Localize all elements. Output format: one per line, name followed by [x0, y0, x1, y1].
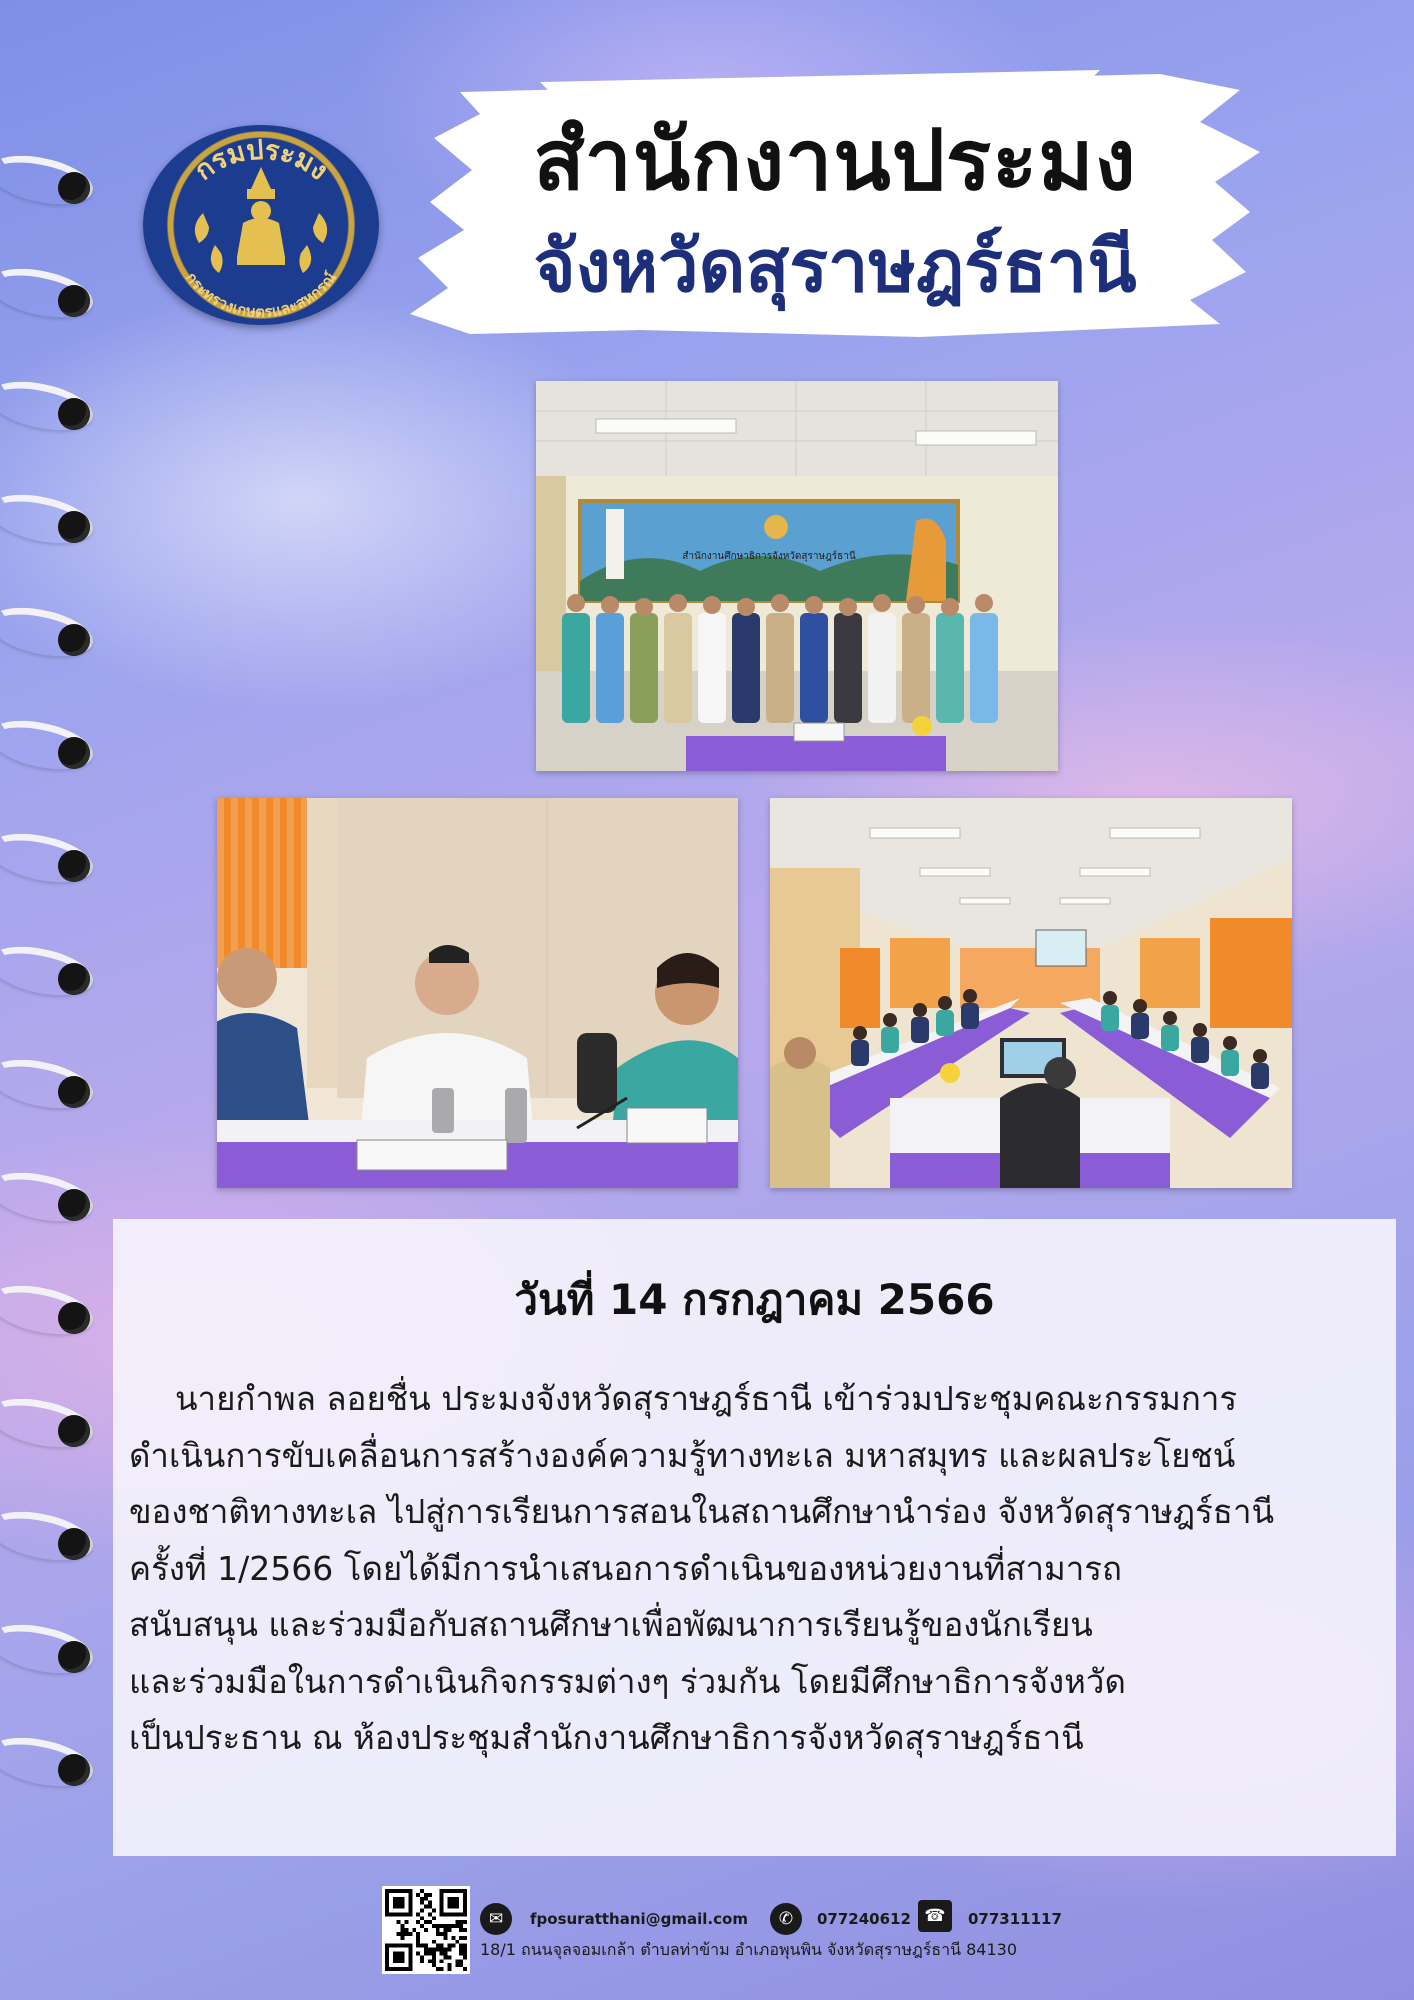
article-line: ครั้งที่ 1/2566 โดยได้มีการนำเสนอการดำเนินของหน่วยงานที่สามารถ [129, 1548, 1123, 1588]
meeting-closeup-photo [217, 798, 738, 1188]
email-address[interactable]: fposuratthani@gmail.com [530, 1910, 748, 1928]
phone-icon: ✆ [770, 1903, 802, 1935]
article-line: นายกำพล ลอยชื่น ประมงจังหวัดสุราษฎร์ธานี เข้าร่วมประชุมคณะกรรมการ [175, 1379, 1238, 1418]
binding-ring [0, 376, 100, 428]
binding-ring [0, 489, 100, 541]
binding-ring [0, 150, 100, 202]
binding-ring [0, 828, 100, 880]
article-line: สนับสนุน และร่วมมือกับสถานศึกษาเพื่อพัฒนาการเรียนรู้ของนักเรียน [129, 1605, 1093, 1644]
email-icon: ✉ [480, 1903, 512, 1935]
conference-room-photo [770, 798, 1292, 1188]
binding-ring [0, 1167, 100, 1219]
binding-ring [0, 1619, 100, 1671]
article-body [129, 1371, 1383, 1767]
binding-ring [0, 263, 100, 315]
binding-ring [0, 1054, 100, 1106]
article-line: และร่วมมือในการดำเนินกิจกรรมต่างๆ ร่วมกัน โดยมีศึกษาธิการจังหวัด [129, 1661, 1126, 1701]
spiral-binding [0, 150, 110, 1850]
article-date: วันที่ 14 กรกฎาคม 2566 [514, 1275, 995, 1324]
article-line: ของชาติทางทะเล ไปสู่การเรียนการสอนในสถานศึกษานำร่อง จังหวัดสุราษฎร์ธานี [129, 1492, 1275, 1531]
title-line-1: สำนักงานประมง [533, 111, 1137, 209]
title-line-2: จังหวัดสุราษฎร์ธานี [533, 224, 1137, 308]
department-logo [143, 125, 379, 325]
phone-number[interactable]: 077240612 [817, 1910, 911, 1928]
fax-icon: ☎ [918, 1900, 952, 1932]
address: 18/1 ถนนจุลจอมเกล้า ตำบลท่าข้าม อำเภอพุนพิน จังหวัดสุราษฎร์ธานี 84130 [480, 1940, 1018, 1959]
binding-ring [0, 715, 100, 767]
svg-text:กระทรวงเกษตรและสหกรณ์: กระทรวงเกษตรและสหกรณ์ [182, 268, 340, 322]
qr-code[interactable] [382, 1886, 470, 1974]
binding-ring [0, 1393, 100, 1445]
article-line: ดำเนินการขับเคลื่อนการสร้างองค์ความรู้ทางทะเล มหาสมุทร และผลประโยชน์ [129, 1435, 1236, 1475]
fax-number[interactable]: 077311117 [968, 1910, 1062, 1928]
binding-ring [0, 1280, 100, 1332]
binding-ring [0, 1732, 100, 1784]
article-line: เป็นประธาน ณ ห้องประชุมสำนักงานศึกษาธิการจังหวัดสุราษฎร์ธานี [129, 1718, 1084, 1757]
article-panel [113, 1219, 1396, 1856]
binding-ring [0, 941, 100, 993]
contact-footer [0, 1880, 1414, 2000]
svg-text:กรมประมง: กรมประมง [188, 134, 334, 187]
binding-ring [0, 602, 100, 654]
binding-ring [0, 1506, 100, 1558]
group-photo [536, 381, 1058, 771]
svg-text:สำนักงานศึกษาธิการจังหวัดสุราษ: สำนักงานศึกษาธิการจังหวัดสุราษฎร์ธานี [682, 551, 856, 562]
